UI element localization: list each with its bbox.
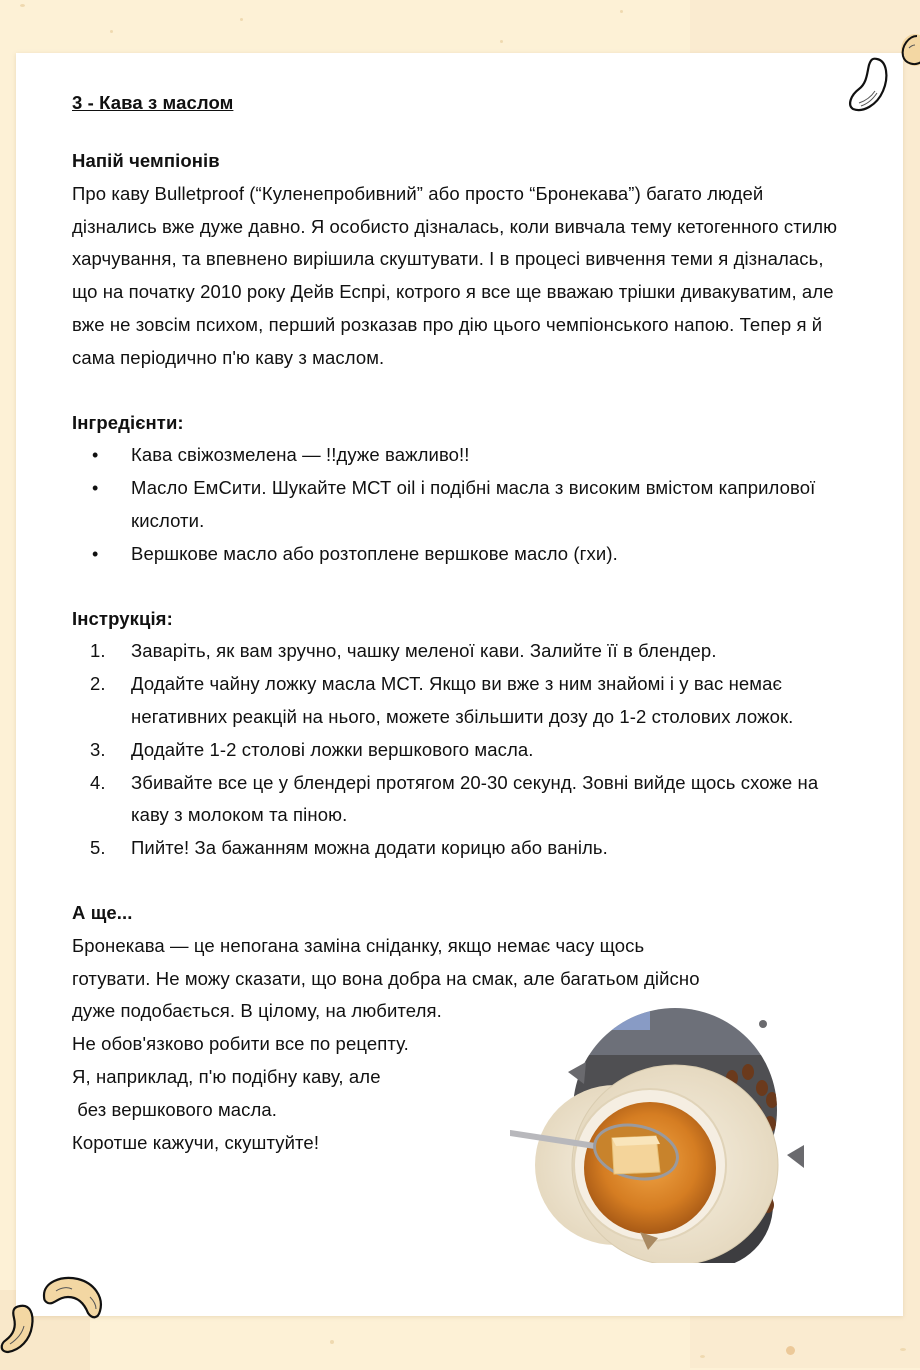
- background-speck: [620, 10, 623, 13]
- step-number: 1.: [90, 640, 106, 662]
- background-speck: [20, 4, 25, 7]
- step-number: 3.: [90, 738, 106, 760]
- ingredient-item: [72, 439, 842, 472]
- bullet-icon: •: [92, 478, 99, 499]
- extra-line: дуже подобається. В цілому, на любителя.: [72, 1000, 442, 1022]
- intro-heading: Напій чемпіонів: [72, 150, 220, 171]
- step-text: Заваріть, як вам зручно, чашку меленої кави. Залийте її в блендер.: [131, 640, 717, 662]
- ingredients-heading: Інгредієнти:: [72, 411, 184, 433]
- background-speck: [786, 1346, 795, 1355]
- coffee-cup-photo: [510, 1000, 810, 1263]
- background-speck: [330, 1340, 334, 1344]
- instructions-list: [72, 635, 842, 865]
- bullet-icon: •: [92, 445, 99, 466]
- recipe-title: 3 - Кава з маслом: [72, 92, 234, 113]
- step-number: 4.: [90, 771, 106, 793]
- ingredient-text: Кава свіжозмелена — !!дуже важливо!!: [131, 444, 470, 466]
- ingredient-text: Масло ЕмСити. Шукайте МСТ oil і подібні масла з високим вмістом каприлової кислоти.: [131, 477, 816, 531]
- recipe-content: [72, 89, 842, 1159]
- extra-line: Бронекава — це непогана заміна сніданку, якщо немає часу щось: [72, 934, 645, 956]
- ingredient-text: Вершкове масло або розтоплене вершкове масло (гхи).: [131, 542, 618, 564]
- intro-text: Про каву Bulletproof (“Куленепробивний” або просто “Бронекава”) багато людей дізнались вже дуже давно. Я особисто дізналась, коли вивчала тему кетогенного стилю харчування, та впевнено вирішила скуштувати. І в процесі вивчення теми я дізналась, що на початку 2010 року Дейв Еспрі, котрого я все ще вважаю трішки дивакуватим, але вже не зовсім психом, перший розказав про дію цього чемпіонського напою. Тепер я й сама періодично п'ю каву з маслом.: [72, 182, 838, 368]
- cashew-icon: [0, 1300, 36, 1360]
- step-number: 2.: [90, 673, 106, 695]
- instruction-step: [72, 832, 842, 865]
- background-speck: [900, 1348, 906, 1351]
- instruction-step: [72, 668, 842, 734]
- step-text: Пийте! За бажанням можна додати корицю або ваніль.: [131, 837, 608, 859]
- instruction-step: [72, 767, 842, 833]
- cashew-icon: [38, 1275, 106, 1323]
- ingredients-list: [72, 439, 842, 570]
- background-speck: [700, 1355, 705, 1358]
- step-text: Збивайте все це у блендері протягом 20-30 секунд. Зовні вийде щось схоже на каву з молоком та піною.: [131, 771, 819, 826]
- instruction-step: [72, 635, 842, 668]
- instructions-heading: Інструкція:: [72, 607, 173, 629]
- step-text: Додайте 1-2 столові ложки вершкового масла.: [131, 738, 534, 760]
- ingredient-item: [72, 472, 842, 538]
- extra-line: Не обов'язково робити все по рецепту.: [72, 1033, 409, 1055]
- instruction-step: [72, 734, 842, 767]
- background-speck: [500, 40, 503, 43]
- extra-line: без вершкового масла.: [72, 1098, 278, 1120]
- ingredient-item: [72, 538, 842, 571]
- step-number: 5.: [90, 837, 106, 859]
- cashew-icon: [845, 55, 893, 117]
- background-speck: [110, 30, 113, 33]
- extra-heading: А ще...: [72, 901, 133, 923]
- coffee-photo-icon: [510, 1000, 810, 1263]
- bullet-icon: •: [92, 543, 99, 564]
- cashew-icon: [895, 32, 920, 72]
- extra-line: Я, наприклад, п'ю подібну каву, але: [72, 1065, 381, 1087]
- extra-line: Коротше кажучи, скуштуйте!: [72, 1131, 320, 1153]
- background-speck: [240, 18, 243, 21]
- extra-line: готувати. Не можу сказати, що вона добра на смак, але багатьом дійсно: [72, 967, 700, 989]
- step-text: Додайте чайну ложку масла МСТ. Якщо ви вже з ним знайомі і у вас немає негативних реакцій на нього, можете збільшити дозу до 1-2 столових ложок.: [131, 673, 794, 727]
